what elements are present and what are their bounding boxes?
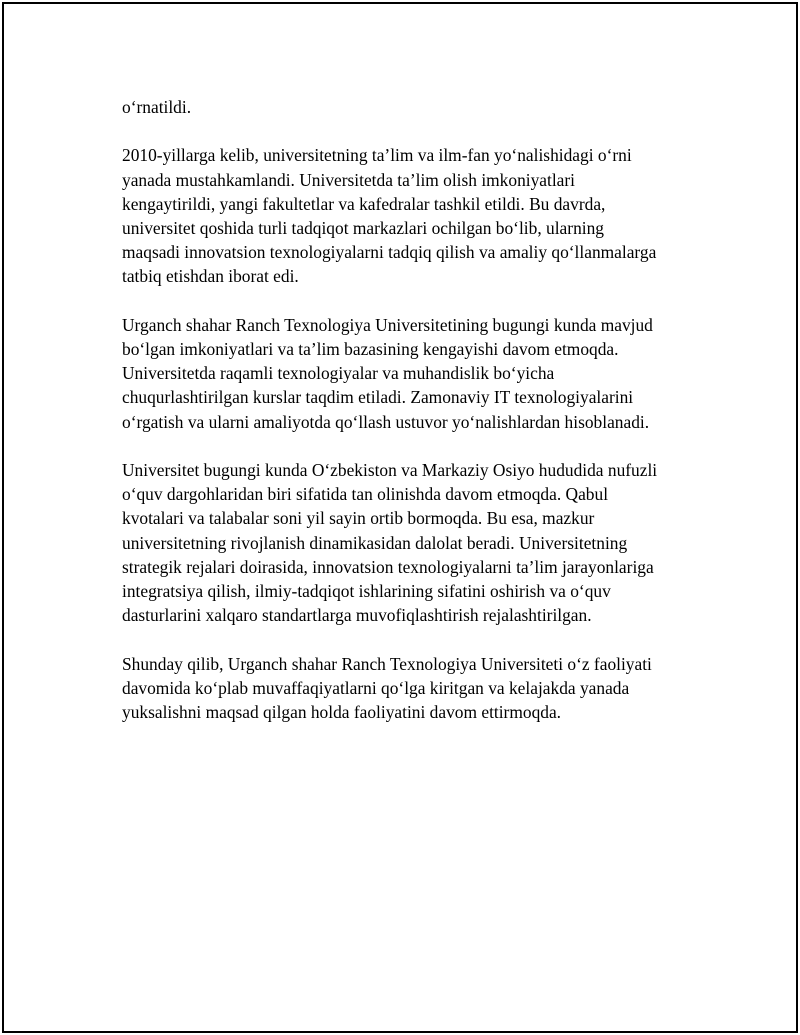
text-line: universitet qoshida turli tadqiqot markazlari ochilgan bo‘lib, ularning — [122, 218, 604, 238]
text-line: bo‘lgan imkoniyatlari va ta’lim bazasining kengayishi davom etmoqda. — [122, 339, 619, 359]
text-line: o‘quv dargohlaridan biri sifatida tan olinishda davom etmoqda. Qabul — [122, 484, 609, 505]
text-line: o‘rnatildi. — [122, 97, 192, 117]
text-line: universitetning rivojlanish dinamikasidan dalolat beradi. Universitetning — [122, 532, 628, 553]
paragraph — [122, 313, 712, 434]
text-line: kengaytirildi, yangi fakultetlar va kafedralar tashkil etildi. Bu davrda, — [122, 193, 606, 214]
text-line: 2010-yillarga kelib, universitetning ta’lim va ilm-fan yo‘nalishidagi o‘rni — [122, 145, 632, 166]
text-line: Universitet bugungi kunda O‘zbekiston va Markaziy Osiyo hududida nufuzli — [122, 460, 658, 480]
text-line: kvotalari va talabalar soni yil sayin ortib bormoqda. Bu esa, mazkur — [122, 508, 595, 529]
text-line: dasturlarini xalqaro standartlarga muvofiqlashtirish rejalashtirilgan. — [122, 605, 592, 626]
text-line: integratsiya qilish, ilmiy-tadqiqot ishlarining sifatini oshirish va o‘quv — [122, 581, 611, 602]
document-body — [122, 95, 712, 748]
paragraph — [122, 458, 712, 627]
paragraph — [122, 652, 712, 725]
paragraph — [122, 95, 712, 119]
text-line: tatbiq etishdan iborat edi. — [122, 266, 299, 287]
text-line: maqsadi innovatsion texnologiyalarni tadqiq qilish va amaliy qo‘llanmalarga — [122, 242, 657, 263]
text-line: yuksalishni maqsad qilgan holda faoliyatini davom ettirmoqda. — [122, 702, 562, 723]
text-line: chuqurlashtirilgan kurslar taqdim etiladi. Zamonaviy IT texnologiyalarini — [122, 387, 634, 408]
text-line: o‘rgatish va ularni amaliyotda qo‘llash ustuvor yo‘nalishlardan hisoblanadi. — [122, 411, 650, 432]
document-page — [2, 2, 798, 1033]
text-line: davomida ko‘plab muvaffaqiyatlarni qo‘lga kiritgan va kelajakda yanada — [122, 677, 630, 698]
text-line: Universitetda raqamli texnologiyalar va muhandislik bo‘yicha — [122, 363, 555, 384]
paragraph — [122, 143, 712, 288]
text-line: strategik rejalari doirasida, innovatsion texnologiyalarni ta’lim jarayonlariga — [122, 556, 654, 577]
text-line: Urganch shahar Ranch Texnologiya Universitetining bugungi kunda mavjud — [122, 314, 653, 335]
text-line: yanada mustahkamlandi. Universitetda ta’lim olish imkoniyatlari — [122, 169, 576, 190]
text-line: Shunday qilib, Urganch shahar Ranch Texnologiya Universiteti o‘z faoliyati — [122, 653, 652, 674]
